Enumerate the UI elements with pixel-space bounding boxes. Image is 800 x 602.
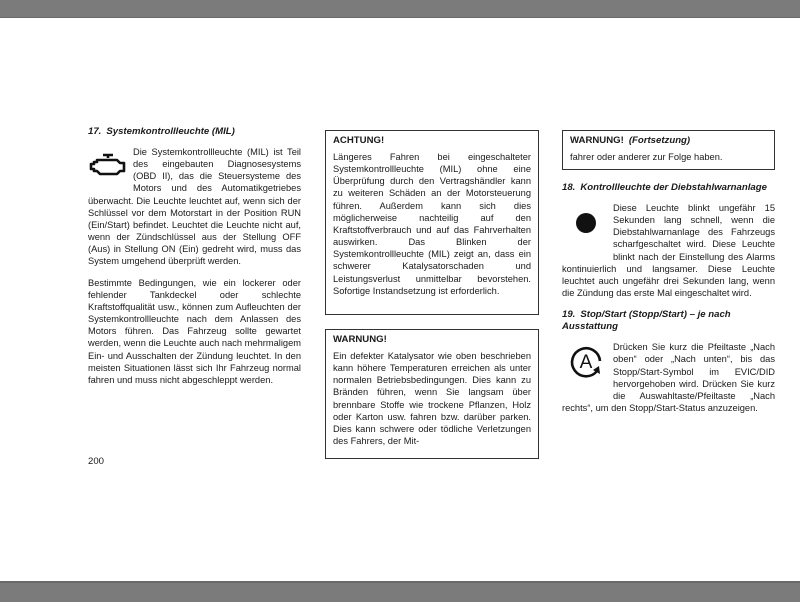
column-3 [562,130,775,414]
column-1 [88,126,301,386]
achtung-title: ACHTUNG! [333,135,385,146]
section-19-heading [562,309,775,333]
warnung-continued-title [570,135,767,147]
warnung-continued-text: fahrer oder anderer zur Folge haben. [570,152,723,162]
section-number: 17. [88,126,102,137]
achtung-caution-box [325,130,539,315]
warnung-text: Ein defekter Katalysator wie oben beschrieben kann höhere Temperaturen erreichen als unter normalen Betriebsbedingungen. Dies kann zu Bränden führen, wenn Sie langsam über brennbare Stoffe wie trockene Pflanzen, Holz oder Karton usw. fahren bzw. darüber parken. Dies kann schwere oder tödliche Verletzungen des Fahrers, der Mit- [333,351,531,447]
continuation-label: (Fortsetzung) [628,135,691,146]
warnung-title: WARNUNG! [333,334,387,345]
section-title: Kontrollleuchte der Diebstahlwarnanlage [580,182,767,193]
warnung-continued-label: WARNUNG! [570,135,624,146]
theft-alarm-dot-icon [562,202,610,252]
section-17-paragraph-2: Bestimmte Bedingungen, wie ein lockerer oder fehlender Tankdeckel oder schlechte Kraftstoffqualität usw., können zum Aufleuchten der Systemkontrollleuchte nach dem Anlassen des Motors führen. Das Fahrzeug sollte gewartet werden, wenn die Leuchte auch nach mehrmaligem Ein- und Ausschalten der Zündung leuchtet. In den meisten Situationen lässt sich Ihr Fahrzeug normal fahren und muss nicht abgeschleppt werden. [88,277,301,385]
achtung-text: Längeres Fahren bei eingeschalteter Systemkontrollleuchte (MIL) ohne eine Überprüfung durch den Vertragshändler kann zu weiteren Schäden an der Motorsteuerung führen. Außerdem kann sich dies möglicherweise nachteilig auf den Kraftstoffverbrauch und auf das Fahrverhalten auswirken. Das Blinken der Systemkontrollleuchte (MIL) zeigt an, dass ein schwerer Katalysatorschaden und Leistungsverlust unmittelbar bevorstehen. Sofortige Instandsetzung ist erforderlich. [333,152,531,296]
viewer-bottom-bar [0,581,800,602]
section-19-text: Drücken Sie kurz die Pfeiltaste „Nach oben“ oder „Nach unten“, bis das Stopp/Start-Symbol im EVIC/DID hervorgehoben wird. Drücken Sie kurz die Auswahltaste/Pfeiltaste „Nach rechts“, um den Stopp/Start-Status anzuzeigen. [562,342,775,414]
viewer-top-bar [0,0,800,18]
warnung-warning-box [325,329,539,459]
section-number: 19. [562,309,576,321]
section-17-heading [88,126,301,138]
stop-start-auto-icon [562,341,610,391]
engine-check-icon [88,146,130,188]
svg-text:A: A [579,352,593,374]
section-17-paragraph-1: Die Systemkontrollleuchte (MIL) ist Teil des eingebauten Diagnosesystems (OBD II), das die Steuersysteme des Motors und des Automatikgetriebes überwacht. Die Leuchte leuchtet auf, wenn sich der Schlüssel vor dem Motorstart in der Position RUN (Ein/Start) befindet. Leuchtet die Leuchte nicht auf, wenn der Zündschlüssel aus der Stellung OFF (Aus) in Stellung ON (Ein) gedreht wird, muss das System umgehend überprüft werden. [88,147,301,267]
column-2 [325,130,539,459]
section-number: 18. [562,182,576,193]
warnung-continued-box [562,130,775,170]
section-title: Stop/Start (Stopp/Start) – je nach Ausstattung [562,309,731,333]
section-title: Systemkontrollleuchte (MIL) [106,126,235,137]
manual-page [0,18,800,581]
section-18-text: Diese Leuchte blinkt ungefähr 15 Sekunden lang schnell, wenn die Diebstahlwarnanlage des Fahrzeugs scharfgeschaltet wird. Diese Leuchte blinkt nach der Einstellung des Alarms kontinuierlich und langsamer. Diese Leuchte leuchtet auch ungefähr drei Sekunden lang, wenn die Zündung das erste Mal eingeschaltet wird. [562,203,775,299]
section-18-heading [562,182,775,194]
page-number: 200 [88,456,105,467]
